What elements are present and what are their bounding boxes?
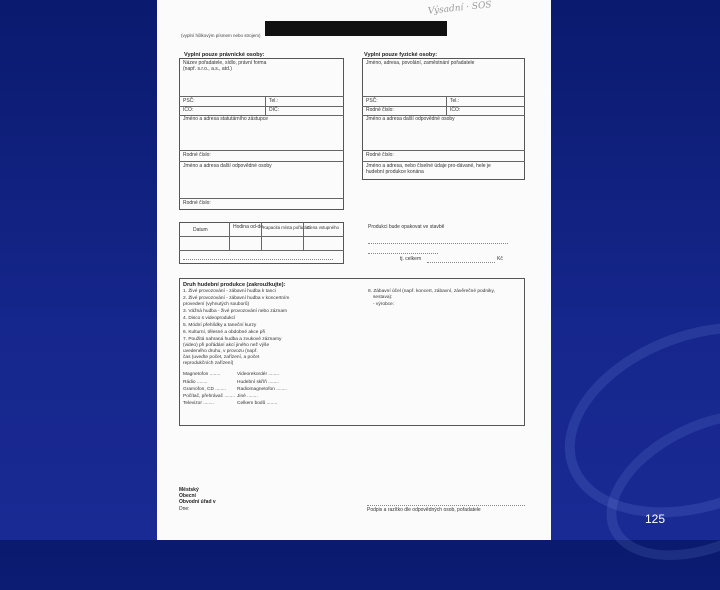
legal-idcard-label: Rodné číslo:: [183, 152, 211, 158]
person-idcard-label: Rodné číslo:: [366, 152, 394, 158]
divider: [179, 106, 344, 107]
person-musical-label: Jméno a adresa, nebo číselné údaje pro-dávané, hele je: [366, 163, 491, 169]
divider: [179, 96, 344, 97]
legal-responsible-label: Jméno a adresa další odpovědné osoby: [183, 163, 272, 169]
device-item: Gramofon, CD ........: [183, 387, 226, 392]
footer-line: Obvodní úřad v: [179, 499, 216, 505]
divider: [362, 150, 525, 151]
schedule-header-price: Cena vstupného: [307, 225, 339, 230]
dotted-line: [368, 253, 438, 254]
device-item: Počítač, přehrávač ........: [183, 394, 235, 399]
legal-entity-box: [179, 58, 344, 210]
list-item: (video) při pořádání akcí jiného než výše: [183, 343, 270, 348]
device-item: Rádio ........: [183, 380, 208, 385]
list-item: 4. Disco s videoprodukcí: [183, 316, 236, 321]
list-item: 2. Živé provozování - zábavní hudba v koncertním: [183, 296, 290, 301]
signature-label: Podpis a razítko dle odpovědných osob, pořadatele: [367, 507, 481, 513]
footer-line: Obecní: [179, 493, 196, 499]
footer-line: Městský: [179, 487, 199, 493]
redacted-header-bar: [265, 21, 447, 36]
device-item: Televizor ........: [183, 401, 214, 406]
device-item: Radiomagnetofon ........: [237, 387, 287, 392]
production-repeat-label: Produkci bude opakovat ve stavbě: [368, 224, 445, 230]
divider: [179, 250, 344, 251]
list-item: 7. Použitá nahraná hudba a zvukové záznamy: [183, 337, 282, 342]
legal-name-hint: (např. s.r.o., a.s., atd.): [183, 66, 232, 72]
divider: [179, 150, 344, 151]
person-musical-label-2: hudební produkce konána: [366, 169, 424, 175]
total-label: tj. celkem: [400, 256, 422, 262]
legal-idcard2-label: Rodné číslo:: [183, 200, 211, 206]
device-item: Jiné ........: [237, 394, 258, 399]
legal-psc-label: PSČ:: [183, 98, 195, 104]
natural-person-title: Vyplní pouze fyzické osoby:: [364, 52, 438, 58]
list-item: 3. Vážná hudba - živé provozování nebo záznam: [183, 309, 287, 314]
legal-name-label: Název pořadatele, sídlo, právní forma: [183, 60, 267, 66]
list-item: čas (uveďte počet, zařízení, a počet: [183, 355, 260, 360]
list-item: provedení (vyhnutých souborů): [183, 302, 250, 307]
divider: [446, 96, 447, 115]
person-other-label: Jméno a adresa další odpovědné osoby: [366, 116, 455, 122]
dotted-line: [427, 262, 495, 263]
dotted-line: [183, 259, 333, 260]
person-name-label: Jméno, adresa, povolání, zaměstnání pořadatele: [366, 60, 475, 66]
list-item-8: 8. Zábavní účel (např. koncert, zábavní, závěrečné podniky,: [368, 289, 495, 294]
schedule-header-capacity: Kapacita místa pořádání: [263, 225, 311, 230]
person-birth-label: Rodné číslo:: [366, 107, 394, 113]
device-item: Hudební skříň ........: [237, 380, 279, 385]
schedule-header-hours: Hodina od-do: [233, 224, 264, 230]
person-psc-label: PSČ:: [366, 98, 378, 104]
legal-ico-label: IČO:: [183, 107, 194, 113]
schedule-header-date: Datum: [193, 227, 208, 233]
divider: [179, 161, 344, 162]
list-item: 5. Módní přehlídky a taneční kurzy: [183, 323, 257, 328]
list-item: 6. Kulturní, tělesné a obdobné akce při: [183, 330, 266, 335]
person-ico-label: IČO:: [450, 107, 461, 113]
person-tel-label: Tel.:: [450, 98, 460, 104]
list-item: 1. Živé provozování - zábavní hudba k tanci: [183, 289, 276, 294]
legal-entity-title: Vyplní pouze právnické osoby:: [184, 52, 265, 58]
list-item-8-sub: - výrobce:: [373, 302, 395, 307]
form-top-note: (vyplní hůlkovým písmem nebo strojem): [181, 33, 261, 38]
scanned-form-page: [157, 0, 551, 540]
list-item-8-sub: sestava):: [373, 295, 393, 300]
legal-dic-label: DIČ:: [269, 107, 279, 113]
handwritten-stamp: Výsadní · SOS: [427, 0, 493, 17]
signature-line: [367, 505, 525, 506]
list-item: uvedeného druhu, v provozu (např.: [183, 349, 258, 354]
dotted-line: [368, 243, 508, 244]
statutory-label: Jméno a adresa statutárního zástupce: [183, 116, 269, 122]
device-item: Celkem bodů ........: [237, 401, 278, 406]
divider: [179, 236, 344, 237]
footer-date-label: Dne:: [179, 506, 190, 512]
divider: [362, 96, 525, 97]
device-item: Magnetofon ........: [183, 372, 221, 377]
music-type-title: Druh hudební produkce (zakroužkujte):: [183, 282, 286, 288]
slide-page-number: 125: [645, 512, 666, 526]
list-item: reprodukčních zařízení): [183, 361, 234, 366]
divider: [179, 198, 344, 199]
divider: [265, 96, 266, 115]
device-item: Videorekordér ........: [237, 372, 280, 377]
legal-tel-label: Tel.:: [269, 98, 279, 104]
currency-label: Kč: [497, 256, 503, 262]
divider: [362, 161, 525, 162]
